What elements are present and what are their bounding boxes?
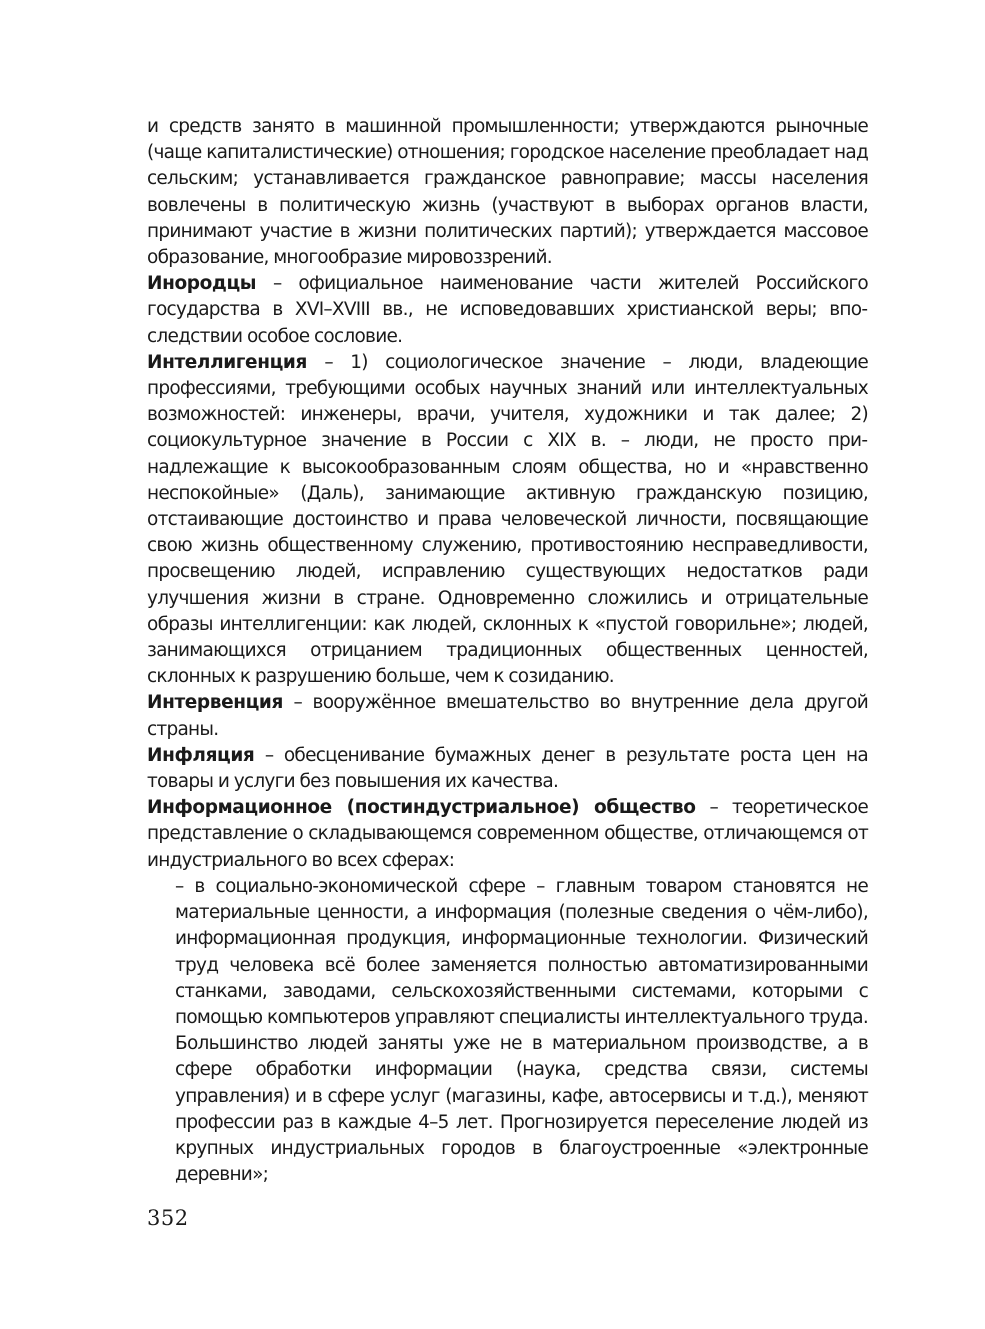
paragraph-continuation: и средств занято в машинной промышленности; утверждаются рыночные (чаще капиталистические) отношения; городское население преобладает над сельским; устанавливается гражданское равноправие; массы населения вовлечены в политическую жизнь (участвуют в выборах органов власти, принимают участие в жизни политических партий); утверждается массовое образование, многообразие мировоззрений. [147, 116, 868, 269]
term-heading: Инфляция [147, 744, 255, 766]
entry-interventsiya [147, 690, 868, 742]
entry-informatsionnoe-obshchestvo [147, 795, 868, 874]
term-heading: Информационное (постиндустриальное) общество [147, 797, 696, 819]
term-heading: Инородцы [147, 273, 257, 295]
term-heading: Интервенция [147, 692, 283, 714]
list-item-socio-economic: – в социально-экономической сфере – главным товаром становятся не материальные ценности, а информация (полезные сведения о чём-либо), информационная продукция, информационные технологии. Физический труд человека всё более заменяется полностью автоматизированными станками, заводами, сельскохозяйственными системами, которыми с помощью компьютеров управляют специалисты интеллектуального труда. Большинство людей заняты уже не в материальном производстве, а в сфере обработки информации (наука, средства связи, системы управления) и в сфере услуг (магазины, кафе, автосервисы и т.д.), меняют профессии раз в каждые 4–5 лет. Прогнозируется переселение людей из крупных индустриальных городов в благоустроенные «электронные деревни»; [175, 875, 868, 1186]
term-heading: Интеллигенция [147, 351, 307, 373]
term-definition: – обесценивание бумажных денег в результате роста цен на товары и услуги без повышения их качества. [147, 744, 868, 793]
term-definition: – 1) социологическое значение – люди, владеющие профессиями, требующими особых научных знаний или интеллектуальных возможностей: инженеры, врачи, учителя, художники и так далее; 2) социокультурное значение в России с XIX в. – люди, не просто принадлежащие к высокообразованным слоям общества, но и «нравственно неспокойные» (Даль), занимающие активную гражданскую позицию, отстаивающие достоинство и права человеческой личности, посвящающие свою жизнь общественному служению, противостоянию несправедливости, просвещению людей, исправлению существующих недостатков ради улучшения жизни в стране. Одновременно сложились и отрицательные образы интеллигенции: как людей, склонных к «пустой говорильне»; людей, занимающихся отрицанием традиционных общественных ценностей, склонных к разрушению больше, чем к созиданию. [147, 351, 868, 688]
entry-intelligentsiya [147, 350, 868, 691]
term-definition: – официальное наименование части жителей Российского государства в XVI–XVIII вв., не исповедовавших христианской веры; впоследствии особое сословие. [147, 273, 868, 347]
term-definition: – теоретическое представление о складывающемся современном обществе, отличающемся от индустриального во всех сферах: [147, 797, 868, 871]
page-text [147, 114, 868, 1188]
entry-inorodtsy [147, 271, 868, 350]
term-definition: – вооружённое вмешательство во внутренние дела другой страны. [147, 692, 868, 740]
entry-inflyatsiya [147, 743, 868, 795]
page-number: 352 [147, 1206, 189, 1230]
